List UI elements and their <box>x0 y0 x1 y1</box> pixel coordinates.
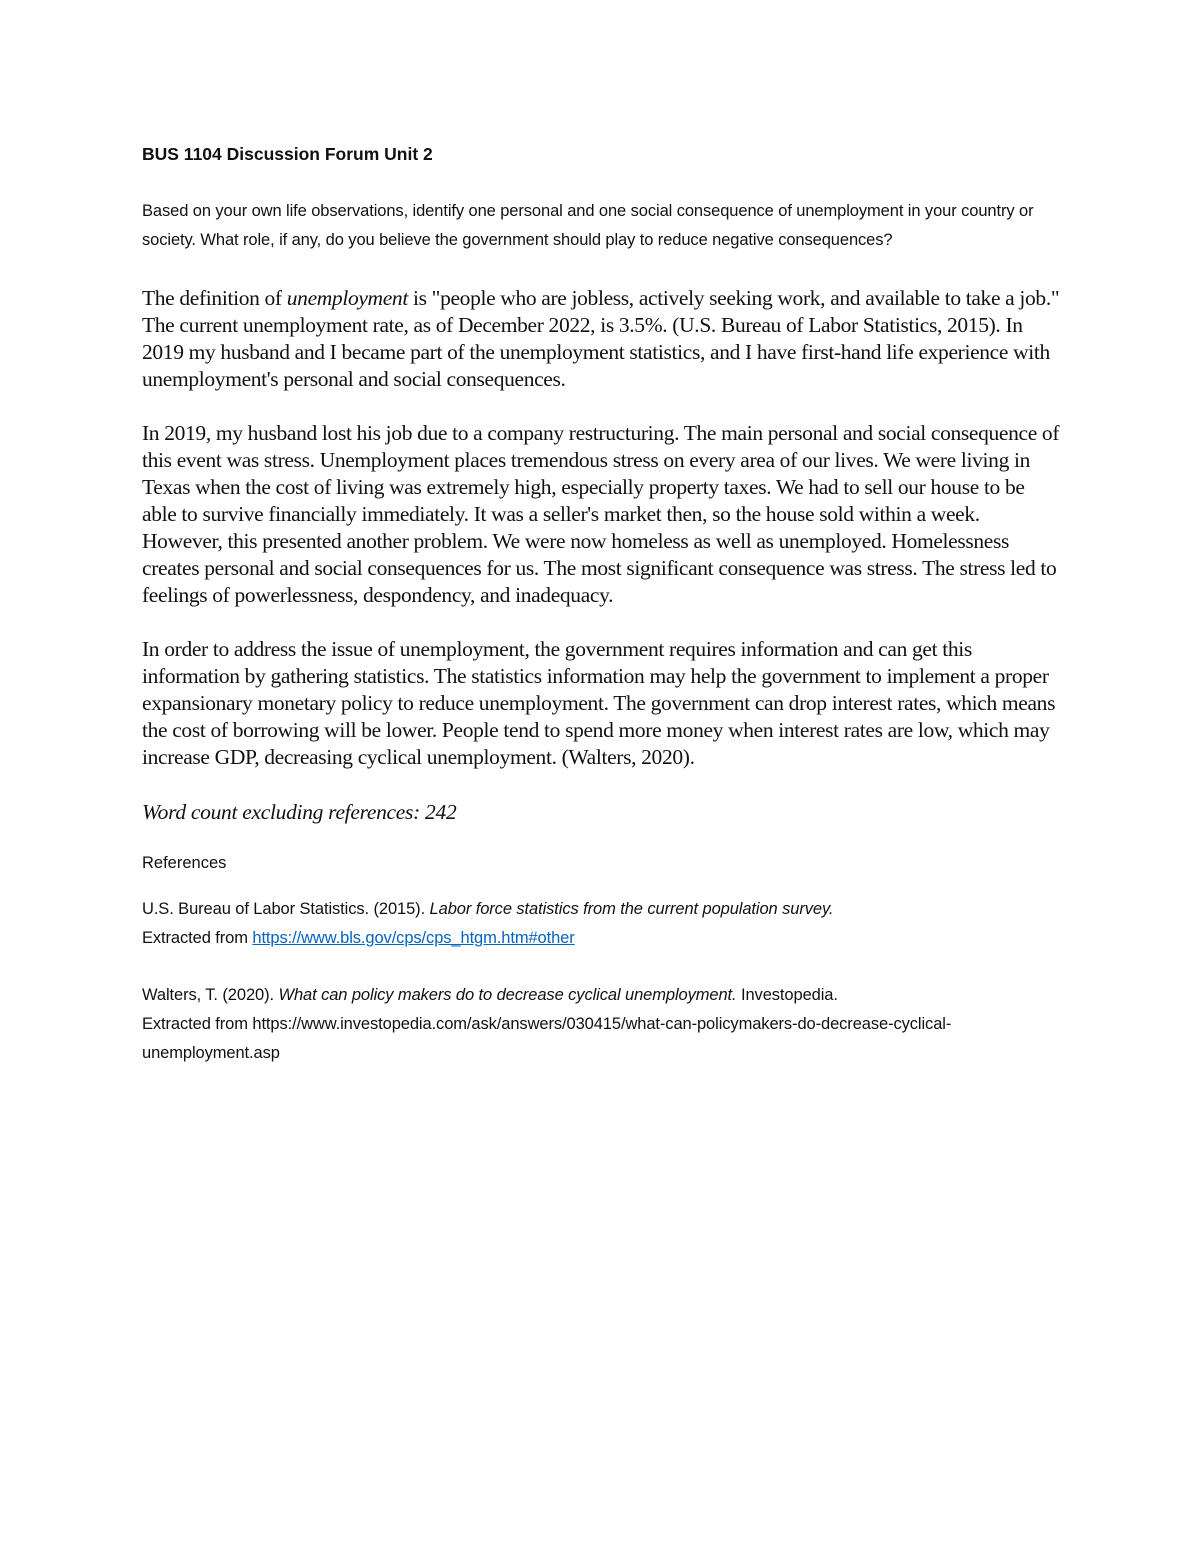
reference-publisher: Investopedia. <box>736 985 838 1004</box>
reference-author-year: Walters, T. (2020). <box>142 985 279 1004</box>
reference-extracted-label: Extracted from <box>142 928 253 947</box>
unemployment-term: unemployment <box>286 286 408 310</box>
references-heading: References <box>142 854 227 872</box>
reference-work-title: What can policy makers do to decrease cyclical unemployment. <box>278 985 737 1004</box>
paragraph-definition <box>142 285 1062 393</box>
reference-author-year: U.S. Bureau of Labor Statistics. (2015). <box>142 899 430 918</box>
reference-work-title: Labor force statistics from the current population survey. <box>429 899 834 918</box>
reference-item <box>142 981 1062 1068</box>
document-body <box>142 140 1062 1068</box>
paragraph-definition-lead: The definition of <box>142 286 287 310</box>
paragraph-government-role: In order to address the issue of unemployment, the government requires information and can get this information by gathering statistics. The statistics information may help the government to implement a proper expansionary monetary policy to reduce unemployment. The government can drop interest rates, which means the cost of borrowing will be lower. People tend to spend more money when interest rates are low, which may increase GDP, decreasing cyclical unemployment. (Walters, 2020). <box>142 637 1056 769</box>
word-count: Word count excluding references: 242 <box>142 800 457 824</box>
reference-link[interactable]: https://www.bls.gov/cps/cps_htgm.htm#other <box>252 928 575 947</box>
reference-url-text: https://www.investopedia.com/ask/answers/030415/what-can-policymakers-do-decrease-cyclical-unemployment.asp <box>142 1014 952 1062</box>
document-title: BUS 1104 Discussion Forum Unit 2 <box>142 144 433 164</box>
discussion-prompt: Based on your own life observations, identify one personal and one social consequence of unemployment in your country or society. What role, if any, do you believe the government should play to reduce negative consequences? <box>142 202 1034 249</box>
reference-item <box>142 895 1062 953</box>
paragraph-personal-experience: In 2019, my husband lost his job due to a company restructuring. The main personal and social consequence of this event was stress. Unemployment places tremendous stress on every area of our lives. We were living in Texas when the cost of living was extremely high, especially property taxes. We had to sell our house to be able to survive financially immediately. It was a seller's market then, so the house sold within a week. However, this presented another problem. We were now homeless as well as unemployed. Homelessness creates personal and social consequences for us. The most significant consequence was stress. The stress led to feelings of powerlessness, despondency, and inadequacy. <box>142 421 1060 607</box>
reference-extracted-label: Extracted from <box>142 1014 253 1033</box>
paragraph-definition-rest: is "people who are jobless, actively seeking work, and available to take a job." The current unemployment rate, as of December 2022, is 3.5%. (U.S. Bureau of Labor Statistics, 2015). In 2019 my husband and I became part of the unemployment statistics, and I have first-hand life experience with unemployment's personal and social consequences. <box>142 286 1060 391</box>
